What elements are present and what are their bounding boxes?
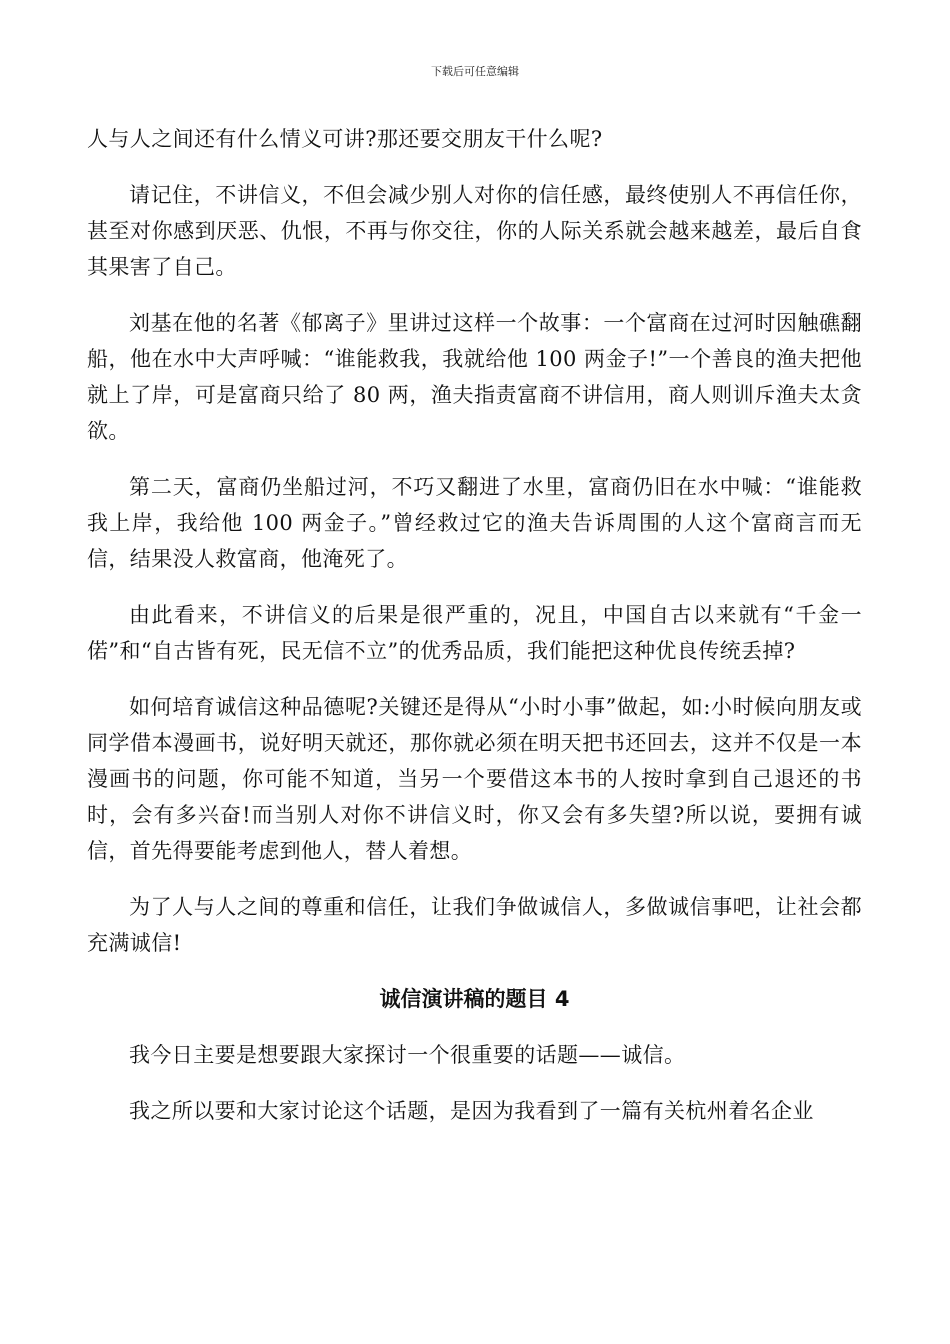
paragraph-continuation: 人与人之间还有什么情义可讲?那还要交朋友干什么呢? [87,127,603,151]
paragraph-cultivate: 如何培育诚信这种品德呢?关键还是得从“小时小事”做起，如:小时候向朋友或同学借本漫画书，说好明天就还，那你就必须在明天把书还回去，这并不仅是一本漫画书的问题，你可能不知道，当另一个要借这本书的人按时拿到自己退还的书时，会有多兴奋!而当别人对你不讲信义时，你又会有多失望?所以说，要拥有诚信，首先得要能考虑到他人，替人着想。 [87,695,862,863]
paragraph-reason: 我之所以要和大家讨论这个话题，是因为我看到了一篇有关杭州着名企业 [129,1099,814,1123]
paragraph-closing: 为了人与人之间的尊重和信任，让我们争做诚信人，多做诚信事吧，让社会都充满诚信! [87,895,862,955]
paragraph-intro-topic: 我今日主要是想要跟大家探讨一个很重要的话题——诚信。 [129,1043,686,1067]
page-header-note: 下载后可任意编辑 [431,65,519,78]
paragraph-consequence: 由此看来，不讲信义的后果是很严重的，况且，中国自古以来就有“千金一偌”和“自古皆有死，民无信不立”的优秀品质，我们能把这种优良传统丢掉? [87,603,862,663]
paragraph-second-day: 第二天，富商仍坐船过河，不巧又翻进了水里，富商仍旧在水中喊：“谁能救我上岸，我给他 100 两金子。”曾经救过它的渔夫告诉周围的人这个富商言而无信，结果没人救富商，他淹死了。 [87,475,862,571]
paragraph-remember: 请记住，不讲信义，不但会减少别人对你的信任感，最终使别人不再信任你，甚至对你感到厌恶、仇恨，不再与你交往，你的人际关系就会越来越差，最后自食其果害了自己。 [87,183,862,279]
document-body [87,121,862,1129]
paragraph-story-liuji: 刘基在他的名著《郁离子》里讲过这样一个故事：一个富商在过河时因触礁翻船，他在水中大声呼喊：“谁能救我，我就给他 100 两金子!”一个善良的渔夫把他就上了岸，可是富商只给了 80 两，渔夫指责富商不讲信用，商人则训斥渔夫太贪欲。 [87,311,862,443]
section-title: 诚信演讲稿的题目 4 [379,987,570,1011]
